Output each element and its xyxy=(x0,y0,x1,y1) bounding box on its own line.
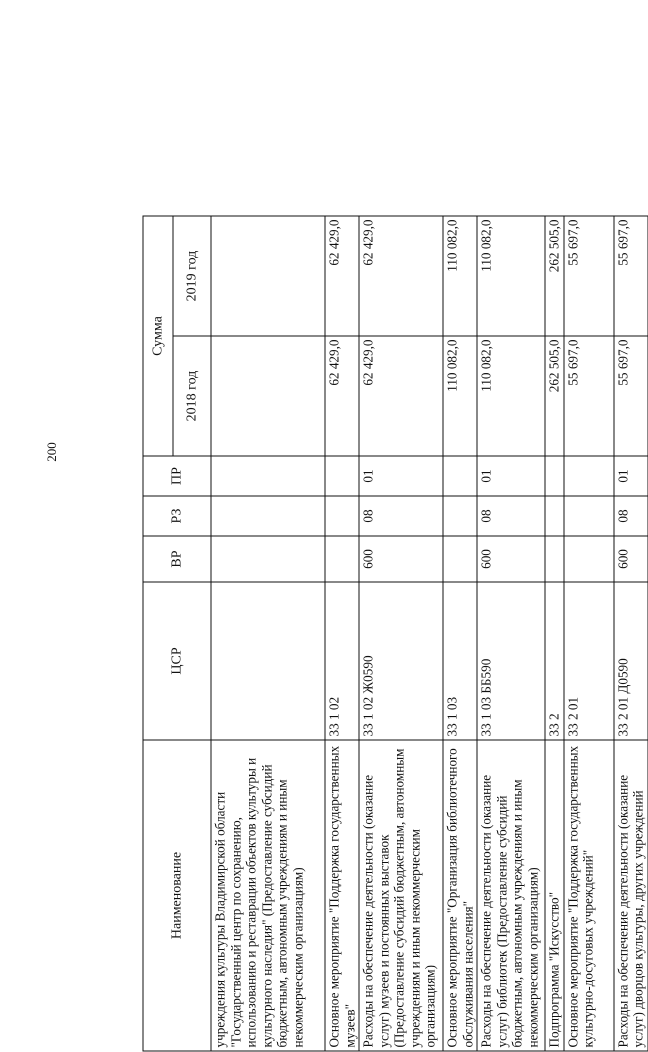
cell-pr xyxy=(563,456,613,496)
cell-2019: 55 697,0 xyxy=(563,216,613,336)
rotated-page xyxy=(142,217,645,1052)
cell-vr: 600 xyxy=(359,536,443,582)
cell-vr xyxy=(545,536,564,582)
cell-rz xyxy=(545,496,564,536)
cell-2019: 262 505,0 xyxy=(545,216,564,336)
cell-2018: 110 082,0 xyxy=(443,336,477,456)
cell-vr: 600 xyxy=(477,536,545,582)
cell-2019: 110 082,0 xyxy=(477,216,545,336)
cell-2018: 262 505,0 xyxy=(545,336,564,456)
cell-name: Основное мероприятие "Поддержка государственных музеев" xyxy=(325,740,359,1051)
table-row xyxy=(477,216,545,1051)
table-row xyxy=(613,216,647,1051)
table-row xyxy=(563,216,613,1051)
cell-csr xyxy=(211,582,325,740)
cell-name: Основное мероприятие "Организация библиотечного обслуживания населения" xyxy=(443,740,477,1051)
cell-2019: 110 082,0 xyxy=(443,216,477,336)
header-csr: ЦСР xyxy=(143,582,211,740)
cell-rz xyxy=(443,496,477,536)
budget-table xyxy=(142,216,648,1052)
table-row xyxy=(443,216,477,1051)
cell-csr: 33 1 02 Ж0590 xyxy=(359,582,443,740)
cell-2018: 62 429,0 xyxy=(359,336,443,456)
table-row xyxy=(359,216,443,1051)
header-vr: ВР xyxy=(143,536,211,582)
header-name: Наименование xyxy=(143,740,211,1051)
table-row xyxy=(325,216,359,1051)
cell-csr: 33 1 03 xyxy=(443,582,477,740)
cell-name: Расходы на обеспечение деятельности (оказание услуг) дворцов культуры, других учреждений xyxy=(613,740,647,1051)
cell-csr: 33 2 01 xyxy=(563,582,613,740)
cell-pr xyxy=(325,456,359,496)
cell-vr xyxy=(563,536,613,582)
cell-name: Подпрограмма "Искусство" xyxy=(545,740,564,1051)
cell-2018: 55 697,0 xyxy=(613,336,647,456)
cell-2019: 62 429,0 xyxy=(359,216,443,336)
cell-2018: 55 697,0 xyxy=(563,336,613,456)
cell-2019: 62 429,0 xyxy=(325,216,359,336)
cell-2018: 110 082,0 xyxy=(477,336,545,456)
cell-rz: 08 xyxy=(613,496,647,536)
cell-rz xyxy=(563,496,613,536)
page-number: 200 xyxy=(44,442,59,462)
cell-vr xyxy=(325,536,359,582)
cell-csr: 33 2 01 Д0590 xyxy=(613,582,647,740)
cell-rz: 08 xyxy=(477,496,545,536)
cell-name: учреждения культуры Владимирской области "Государственный центр по сохранению, использованию и реставрации объектов культуры и культурного наследия" (Предоставление субсидий бюджетным, автономным учреждениям и иным некоммерческим организациям) xyxy=(211,740,325,1051)
table-row xyxy=(545,216,564,1051)
cell-2019 xyxy=(211,216,325,336)
header-rz: РЗ xyxy=(143,496,211,536)
cell-pr: 01 xyxy=(359,456,443,496)
cell-2019: 55 697,0 xyxy=(613,216,647,336)
cell-rz xyxy=(325,496,359,536)
cell-rz xyxy=(211,496,325,536)
header-pr: ПР xyxy=(143,456,211,496)
cell-pr: 01 xyxy=(613,456,647,496)
header-year-2018: 2018 год xyxy=(173,336,211,456)
cell-csr: 33 2 xyxy=(545,582,564,740)
cell-2018: 62 429,0 xyxy=(325,336,359,456)
header-sum: Сумма xyxy=(143,216,173,456)
cell-pr xyxy=(545,456,564,496)
cell-csr: 33 1 03 ББ590 xyxy=(477,582,545,740)
cell-vr xyxy=(211,536,325,582)
cell-rz: 08 xyxy=(359,496,443,536)
cell-vr xyxy=(443,536,477,582)
cell-pr xyxy=(443,456,477,496)
cell-vr: 600 xyxy=(613,536,647,582)
cell-csr: 33 1 02 xyxy=(325,582,359,740)
table-row xyxy=(211,216,325,1051)
cell-pr xyxy=(211,456,325,496)
header-year-2019: 2019 год xyxy=(173,216,211,336)
cell-2018 xyxy=(211,336,325,456)
cell-pr: 01 xyxy=(477,456,545,496)
cell-name: Расходы на обеспечение деятельности (оказание услуг) музеев и постоянных выставок (Предоставление субсидий бюджетным, автономным учреждениям и иным некоммерческим организациям) xyxy=(359,740,443,1051)
cell-name: Основное мероприятие "Поддержка государственных культурно-досуговых учреждений" xyxy=(563,740,613,1051)
cell-name: Расходы на обеспечение деятельности (оказание услуг) библиотек (Предоставление субсидий бюджетным, автономным учреждениям и иным некоммерческим организациям) xyxy=(477,740,545,1051)
